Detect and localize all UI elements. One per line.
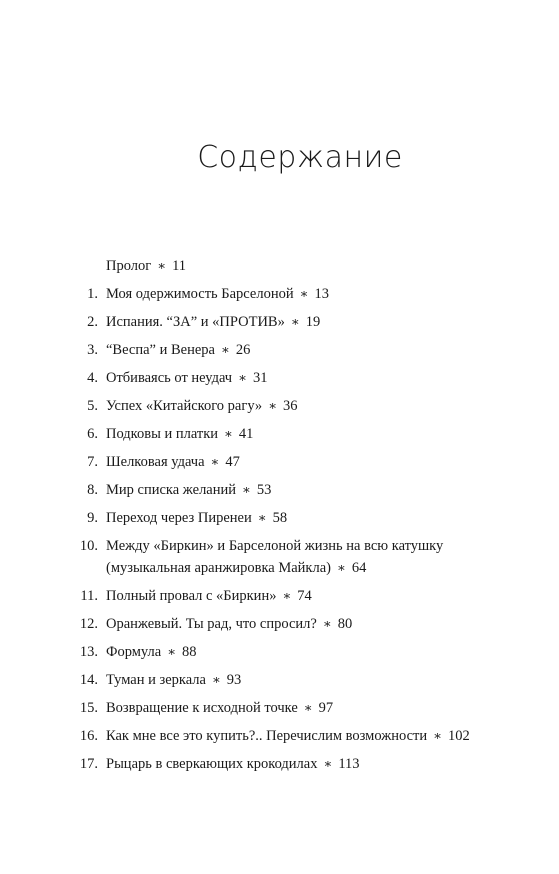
star-separator-icon: ∗ [167,644,177,659]
star-separator-icon: ∗ [290,314,300,329]
star-separator-icon: ∗ [323,756,333,771]
toc-entry-line [106,367,519,389]
toc-entry-text [106,697,519,719]
toc-entry-number: 12. [79,616,98,632]
toc-entry-line [106,507,519,529]
toc-entry-title: Успех «Китайского рагу» [106,398,263,414]
toc-entry-number: 3. [87,342,98,358]
toc-entry [0,339,559,367]
toc-entry [0,367,559,395]
toc-entry [0,535,559,585]
toc-entry-text [106,451,519,473]
toc-entry-title: Туман и зеркала [106,672,206,688]
star-separator-icon: ∗ [211,672,221,687]
star-separator-icon: ∗ [242,482,251,497]
toc-entry-line [106,725,519,747]
toc-entry-page-number: 74 [297,588,312,604]
toc-entry-number: 6. [87,426,98,442]
toc-entry-title: Оранжевый. Ты рад, что спросил? [106,616,317,632]
toc-entry-title: Возвращение к исходной точке [106,700,298,716]
toc-entry-number: 14. [79,672,98,688]
toc-entry-title: Подковы и платки [106,426,219,442]
toc-entry-line [106,669,519,691]
toc-entry-line [106,395,519,417]
star-separator-icon: ∗ [433,728,442,743]
toc-entry [0,451,559,479]
star-separator-icon: ∗ [268,398,278,413]
toc-entry-text [106,283,519,305]
toc-entry-line [106,697,519,719]
toc-entry-page-number: 19 [305,314,321,330]
toc-entry-number: 4. [87,370,98,386]
toc-entry-line [106,451,519,473]
toc-entry-page-number: 53 [256,482,272,498]
toc-entry-page-number: 13 [314,286,329,302]
toc-entry-text [106,725,519,747]
toc-entry-page-number: 93 [226,672,242,688]
toc-entry-line [106,423,519,445]
star-separator-icon: ∗ [336,560,346,575]
toc-entry-line [106,585,519,607]
toc-entry-title: Как мне все это купить?.. Перечислим возможности [106,728,428,744]
toc-entry [0,641,559,669]
toc-entry-line [106,283,519,305]
toc-entry-line [106,753,519,775]
star-separator-icon: ∗ [282,588,292,603]
toc-entry-line [106,479,519,501]
toc-entry-page-number: 113 [338,756,360,772]
toc-entry-number: 13. [79,644,98,660]
toc-entry [0,697,559,725]
toc-entry-title: Рыцарь в сверкающих крокодилах [106,756,318,772]
toc-entry-line [106,641,519,663]
toc-entry-number: 11. [80,588,98,604]
toc-entry-line [106,557,519,579]
toc-entry [0,283,559,311]
toc-entry-page-number: 47 [225,454,240,470]
toc-entry-text [106,395,519,417]
toc-entry-number: 2. [87,314,98,330]
toc-entry-text [106,613,519,635]
toc-entry-page-number: 11 [172,258,187,274]
toc-entry-title: Переход через Пиренеи [106,510,252,526]
toc-entry-title: Моя одержимость Барселоной [106,286,294,302]
toc-entry-page-number: 31 [252,370,268,386]
toc-entry-page-number: 36 [283,398,298,414]
toc-entry-line [106,535,519,557]
toc-entry-title: “Веспа” и Венера [106,342,215,358]
star-separator-icon: ∗ [257,510,267,525]
toc-entry-text [106,585,519,607]
table-of-contents [0,255,559,781]
toc-entry-page-number: 64 [351,560,367,576]
toc-entry-title: (музыкальная аранжировка Майкла) [106,560,331,576]
toc-entry-text [106,641,519,663]
toc-entry-line [106,339,519,361]
toc-entry-text [106,339,519,361]
toc-entry-text [106,311,519,333]
toc-entry-title: Мир списка желаний [106,482,237,498]
star-separator-icon: ∗ [224,426,233,441]
toc-entry-number: 7. [87,454,98,470]
toc-entry-page-number: 102 [448,728,470,744]
toc-entry-line [106,311,519,333]
toc-entry [0,479,559,507]
toc-entry-text [106,535,519,579]
toc-entry-page-number: 97 [318,700,334,716]
toc-entry-page-number: 88 [182,644,197,660]
toc-entry-title: Между «Биркин» и Барселоной жизнь на всю катушку [106,538,444,554]
toc-entry-page-number: 41 [238,426,254,442]
toc-entry-number: 10. [79,538,98,554]
toc-entry-title: Пролог [106,258,152,274]
toc-entry-number: 1. [87,286,98,302]
toc-entry-title: Испания. “ЗА” и «ПРОТИВ» [106,314,285,330]
toc-entry-number: 5. [87,398,98,414]
toc-entry-page-number: 80 [337,616,353,632]
toc-entry [0,613,559,641]
toc-entry-text [106,367,519,389]
toc-entry [0,725,559,753]
toc-entry-title: Шелковая удача [106,454,205,470]
toc-entry-line [106,613,519,635]
toc-entry-text [106,507,519,529]
toc-entry-text [106,669,519,691]
toc-entry [0,423,559,451]
toc-entry-text [106,423,519,445]
toc-entry-title: Формула [106,644,162,660]
toc-entry-number: 15. [79,700,98,716]
toc-entry-number: 16. [79,728,98,744]
toc-entry [0,395,559,423]
toc-entry [0,255,559,283]
toc-entry [0,585,559,613]
toc-entry-number: 9. [87,510,98,526]
toc-entry-line [106,255,519,277]
toc-entry-text [106,753,519,775]
page-title: Содержание [197,140,403,175]
toc-entry [0,311,559,339]
star-separator-icon: ∗ [157,258,167,273]
star-separator-icon: ∗ [238,370,247,385]
toc-entry [0,669,559,697]
star-separator-icon: ∗ [303,700,313,715]
toc-entry-title: Полный провал с «Биркин» [106,588,277,604]
toc-entry [0,507,559,535]
toc-entry-number: 8. [87,482,98,498]
toc-entry-text [106,479,519,501]
toc-entry-page-number: 26 [235,342,251,358]
toc-entry-title: Отбиваясь от неудач [106,370,233,386]
toc-entry [0,753,559,781]
star-separator-icon: ∗ [220,342,230,357]
toc-entry-page-number: 58 [272,510,288,526]
star-separator-icon: ∗ [322,616,332,631]
toc-entry-text [106,255,519,277]
star-separator-icon: ∗ [210,454,220,469]
toc-entry-number: 17. [79,756,98,772]
star-separator-icon: ∗ [299,286,309,301]
